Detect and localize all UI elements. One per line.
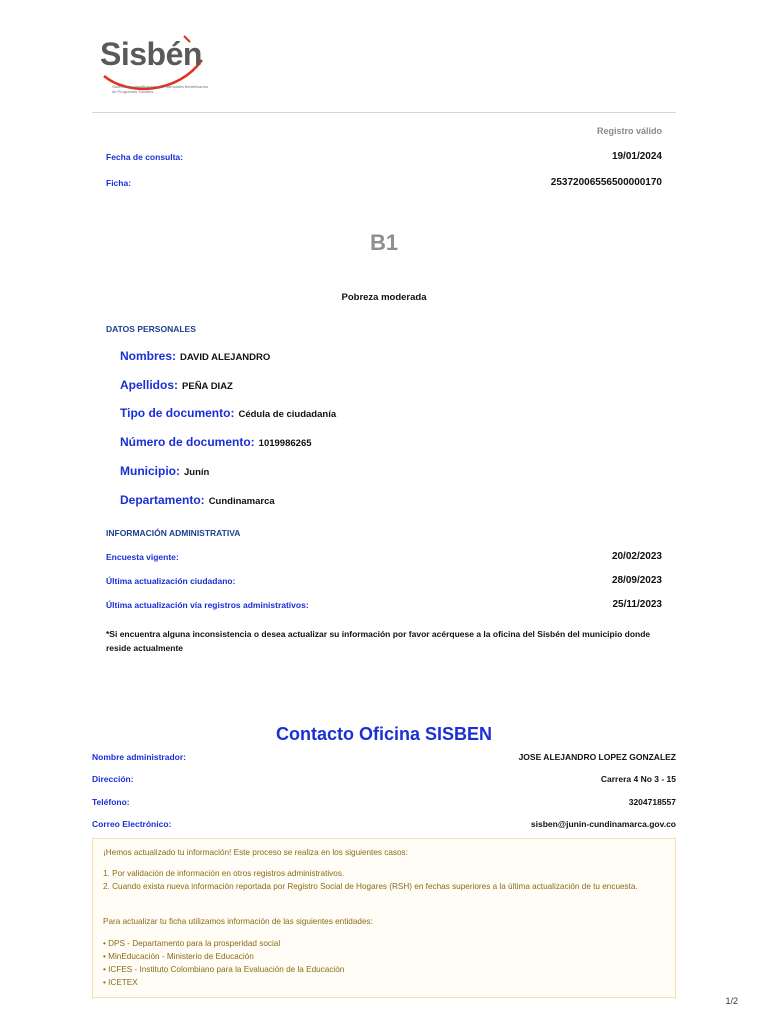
field-tipo-documento (120, 404, 336, 422)
fecha-consulta-label: Fecha de consulta: (106, 152, 183, 162)
actualizacion-registros-value: 25/11/2023 (612, 599, 662, 610)
field-label: Apellidos: (120, 378, 179, 392)
encuesta-vigente-value: 20/02/2023 (611, 551, 662, 562)
field-value: 1019986265 (258, 438, 312, 449)
sisben-group-level: B1 (369, 230, 399, 255)
contacto-title: Contacto Oficina SISBEN (275, 724, 493, 744)
datos-personales-title: DATOS PERSONALES (106, 324, 196, 334)
poverty-description: Pobreza moderada (341, 292, 427, 303)
fecha-consulta-value: 19/01/2024 (611, 151, 662, 162)
inconsistency-note: *Si encuentra alguna inconsistencia o desea actualizar su información por favor acérquese a la oficina del Sisbén del municipio donde reside actualmente (106, 629, 651, 653)
logo-tagline: Sistema de Identificación de Potenciales Beneficiarios de Programas Sociales (112, 84, 208, 94)
field-municipio (120, 462, 209, 480)
field-value: Junín (184, 467, 210, 478)
box-intro: ¡Hemos actualizado tu información! Este proceso se realiza en los siguientes casos: (103, 848, 408, 857)
actualizacion-registros-label: Última actualización vía registros administrativos: (106, 600, 309, 610)
field-value: DAVID ALEJANDRO (180, 352, 271, 363)
logo-wordmark: Sisbén (100, 36, 202, 72)
box-case-1: 1. Por validación de información en otros registros administrativos. (103, 869, 345, 878)
field-label: Nombres: (120, 349, 177, 363)
field-label: Número de documento: (120, 435, 255, 449)
field-label: Departamento: (120, 493, 205, 507)
field-value: Cundinamarca (208, 496, 275, 507)
field-apellidos (120, 376, 233, 394)
field-value: Cédula de ciudadanía (238, 409, 337, 420)
field-nombres (120, 347, 270, 365)
entity-item: • ICETEX (103, 978, 138, 987)
registro-status: Registro válido (596, 126, 662, 136)
direccion-label: Dirección: (92, 774, 134, 784)
box-entities-intro: Para actualizar tu ficha utilizamos información de las siguientes entidades: (103, 917, 373, 926)
field-numero-documento (120, 433, 312, 451)
direccion-value: Carrera 4 No 3 - 15 (600, 774, 676, 784)
sisben-logo (98, 34, 208, 100)
field-departamento (120, 491, 275, 509)
correo-label: Correo Electrónico: (92, 819, 172, 829)
nombre-administrador-value: JOSE ALEJANDRO LOPEZ GONZALEZ (518, 752, 676, 762)
telefono-value: 3204718557 (628, 797, 676, 807)
entity-item: • MinEducación - Ministerio de Educación (103, 952, 254, 961)
correo-value[interactable]: sisben@junin-cundinamarca.gov.co (530, 819, 676, 829)
actualizacion-ciudadano-label: Última actualización ciudadano: (106, 576, 236, 586)
field-label: Tipo de documento: (120, 406, 235, 420)
field-value: PEÑA DIAZ (182, 381, 233, 392)
encuesta-vigente-label: Encuesta vigente: (106, 552, 179, 562)
nombre-administrador-label: Nombre administrador: (92, 752, 186, 762)
page-number: 1/2 (725, 996, 738, 1006)
header-divider (92, 112, 676, 113)
entity-item: • DPS - Departamento para la prosperidad social (103, 939, 281, 948)
entity-item: • ICFES - Instituto Colombiano para la Evaluación de la Educación (103, 965, 345, 974)
field-label: Municipio: (120, 464, 180, 478)
update-info-box (92, 838, 676, 998)
ficha-value: 25372006556500000170 (550, 177, 662, 188)
actualizacion-ciudadano-value: 28/09/2023 (611, 575, 662, 586)
info-administrativa-title: INFORMACIÓN ADMINISTRATIVA (106, 528, 241, 538)
box-case-2: 2. Cuando exista nueva información reportada por Registro Social de Hogares (RSH) en fechas superiores a la última actualización de tu encuesta. (103, 882, 638, 891)
telefono-label: Teléfono: (92, 797, 130, 807)
ficha-label: Ficha: (106, 178, 132, 188)
